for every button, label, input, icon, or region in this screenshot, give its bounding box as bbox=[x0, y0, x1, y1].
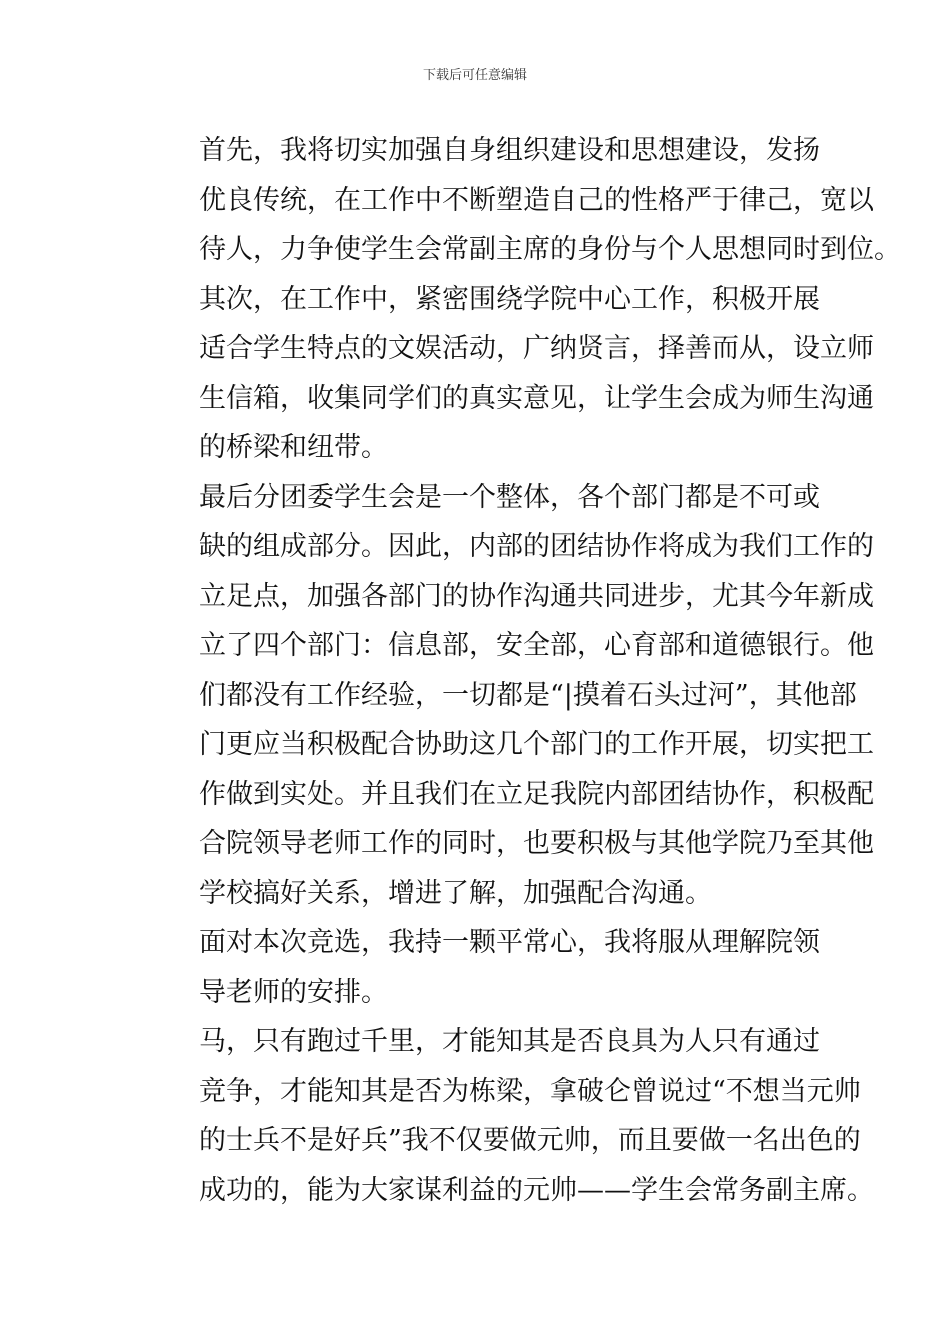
text-line: 立了四个部门：信息部，安全部，心育部和道德银行。他 bbox=[199, 630, 874, 661]
text-line: 作做到实处。并且我们在立足我院内部团结协作，积极配 bbox=[199, 778, 874, 810]
text-line: 立足点，加强各部门的协作沟通共同进步，尤其今年新成 bbox=[199, 580, 874, 612]
text-line: 缺的组成部分。因此，内部的团结协作将成为我们工作的 bbox=[199, 531, 874, 562]
paragraph-1 bbox=[145, 126, 901, 275]
text-line: 适合学生特点的文娱活动，广纳贤言，择善而从，设立师 bbox=[199, 333, 874, 364]
text-line: 马，只有跑过千里，才能知其是否良具为人只有通过 bbox=[199, 1026, 820, 1057]
text-line: 最后分团委学生会是一个整体，各个部门都是不可或 bbox=[199, 481, 820, 513]
text-line: 其次，在工作中，紧密围绕学院中心工作，积极开展 bbox=[199, 283, 820, 315]
document-body bbox=[145, 126, 901, 1215]
text-line: 优良传统，在工作中不断塑造自己的性格严于律己，宽以 bbox=[199, 184, 874, 216]
paragraph-3 bbox=[145, 473, 874, 919]
paragraph-5 bbox=[145, 1017, 874, 1215]
paragraph-2 bbox=[145, 275, 874, 473]
text-line: 的桥梁和纽带。 bbox=[199, 432, 388, 463]
text-line: 导老师的安排。 bbox=[199, 976, 388, 1008]
text-line: 面对本次竞选，我持一颗平常心，我将服从理解院领 bbox=[199, 927, 820, 958]
text-line: 待人，力争使学生会常副主席的身份与个人思想同时到位。 bbox=[199, 234, 901, 265]
text-line: 成功的，能为大家谋利益的元帅——学生会常务副主席。 bbox=[199, 1174, 874, 1206]
text-line: 的士兵不是好兵”我不仅要做元帅，而且要做一名出色的 bbox=[199, 1125, 861, 1156]
text-line: 合院领导老师工作的同时，也要积极与其他学院乃至其他 bbox=[199, 828, 874, 859]
text-line: 们都没有工作经验，一切都是“|摸着石头过河”，其他部 bbox=[199, 679, 857, 711]
text-line: 竞争，才能知其是否为栋梁，拿破仑曾说过“不想当元帅 bbox=[199, 1075, 861, 1107]
text-line: 首先，我将切实加强自身组织建设和思想建设，发扬 bbox=[199, 135, 820, 166]
text-line: 门更应当积极配合协助这几个部门的工作开展，切实把工 bbox=[199, 729, 874, 760]
text-line: 生信箱，收集同学们的真实意见，让学生会成为师生沟通 bbox=[199, 382, 874, 414]
page-header: 下载后可任意编辑 bbox=[422, 68, 527, 83]
text-line: 学校搞好关系，增进了解，加强配合沟通。 bbox=[199, 877, 712, 909]
paragraph-4 bbox=[145, 918, 820, 1017]
